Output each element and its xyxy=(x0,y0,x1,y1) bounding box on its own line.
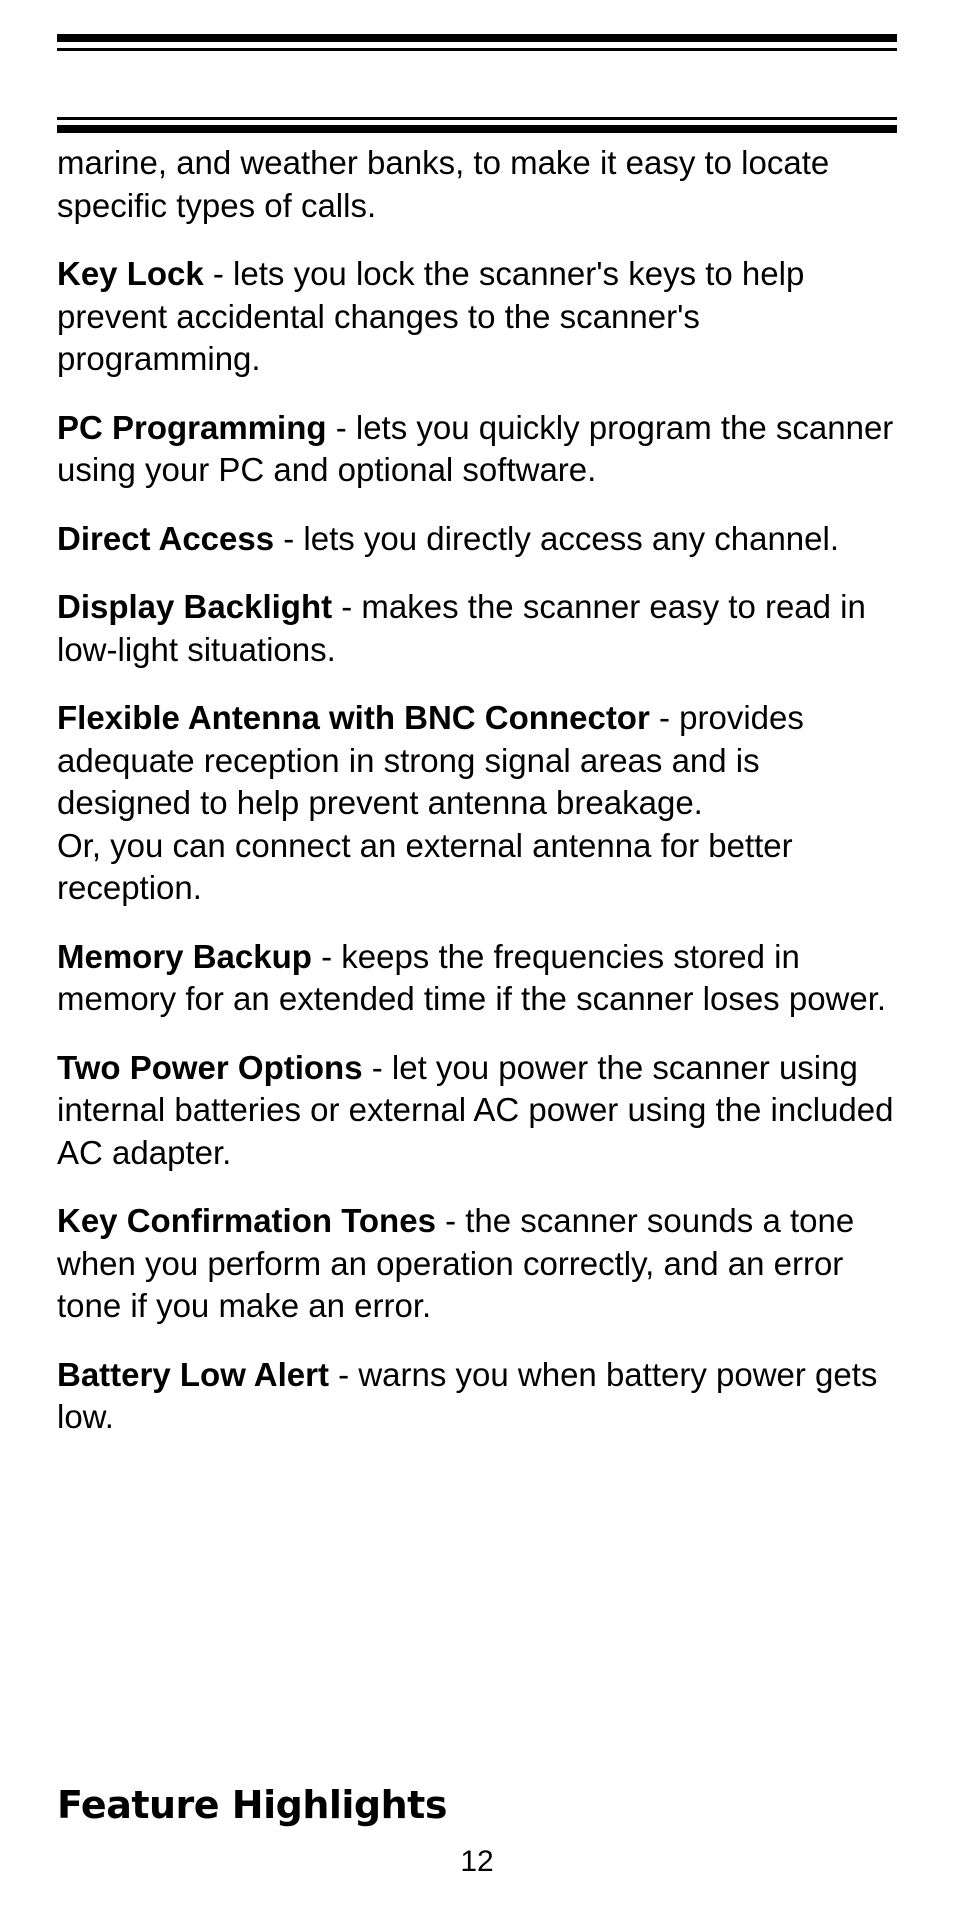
header-rule-thin-top xyxy=(57,48,897,51)
feature-direct-access xyxy=(57,518,897,561)
feature-key-confirmation-tones xyxy=(57,1200,897,1328)
intro-paragraph: marine, and weather banks, to make it easy to locate specific types of calls. xyxy=(57,144,830,224)
feature-term: Display Backlight xyxy=(57,588,333,625)
feature-term: Battery Low Alert xyxy=(57,1355,329,1393)
feature-desc: - keeps the frequencies stored in memory for an extended time if the scanner loses power. xyxy=(57,937,887,1017)
feature-term: PC Programming xyxy=(57,408,327,446)
feature-key-lock xyxy=(57,253,897,381)
feature-desc: - let you power the scanner using internal batteries or external AC power using the included AC adapter. xyxy=(57,1048,894,1171)
feature-memory-backup xyxy=(57,936,897,1021)
feature-extra: Or, you can connect an external antenna for better reception. xyxy=(57,826,793,906)
header-rule-thick-top xyxy=(57,34,897,42)
feature-term: Memory Backup xyxy=(57,937,312,975)
feature-flexible-antenna xyxy=(57,697,897,910)
feature-list xyxy=(57,142,897,1465)
feature-term: Direct Access xyxy=(57,519,275,557)
feature-desc: - provides adequate reception in strong signal areas and is designed to help prevent antenna breakage. xyxy=(57,699,804,821)
feature-term: Key Lock xyxy=(57,255,204,292)
feature-term: Two Power Options xyxy=(57,1048,363,1086)
feature-battery-low-alert xyxy=(57,1354,897,1439)
feature-display-backlight xyxy=(57,586,897,671)
header-rule-thin-bottom xyxy=(57,117,897,120)
feature-two-power-options xyxy=(57,1047,897,1175)
feature-term: Key Confirmation Tones xyxy=(57,1202,436,1239)
feature-desc: - makes the scanner easy to read in low-light situations. xyxy=(57,588,866,668)
header-rule-thick-bottom xyxy=(57,125,897,133)
feature-desc: - lets you quickly program the scanner using your PC and optional software. xyxy=(57,408,894,488)
section-title: Feature Highlights xyxy=(57,1783,447,1827)
feature-term: Flexible Antenna with BNC Connector xyxy=(57,699,650,736)
feature-desc: - the scanner sounds a tone when you perform an operation correctly, and an error tone if you make an error. xyxy=(57,1202,855,1324)
feature-desc: - lets you lock the scanner's keys to help prevent accidental changes to the scanner's programming. xyxy=(57,255,805,377)
feature-desc: - lets you directly access any channel. xyxy=(274,519,840,557)
feature-pc-programming xyxy=(57,407,897,492)
page-number: 12 xyxy=(460,1845,494,1878)
feature-desc: - warns you when battery power gets low. xyxy=(57,1355,878,1435)
